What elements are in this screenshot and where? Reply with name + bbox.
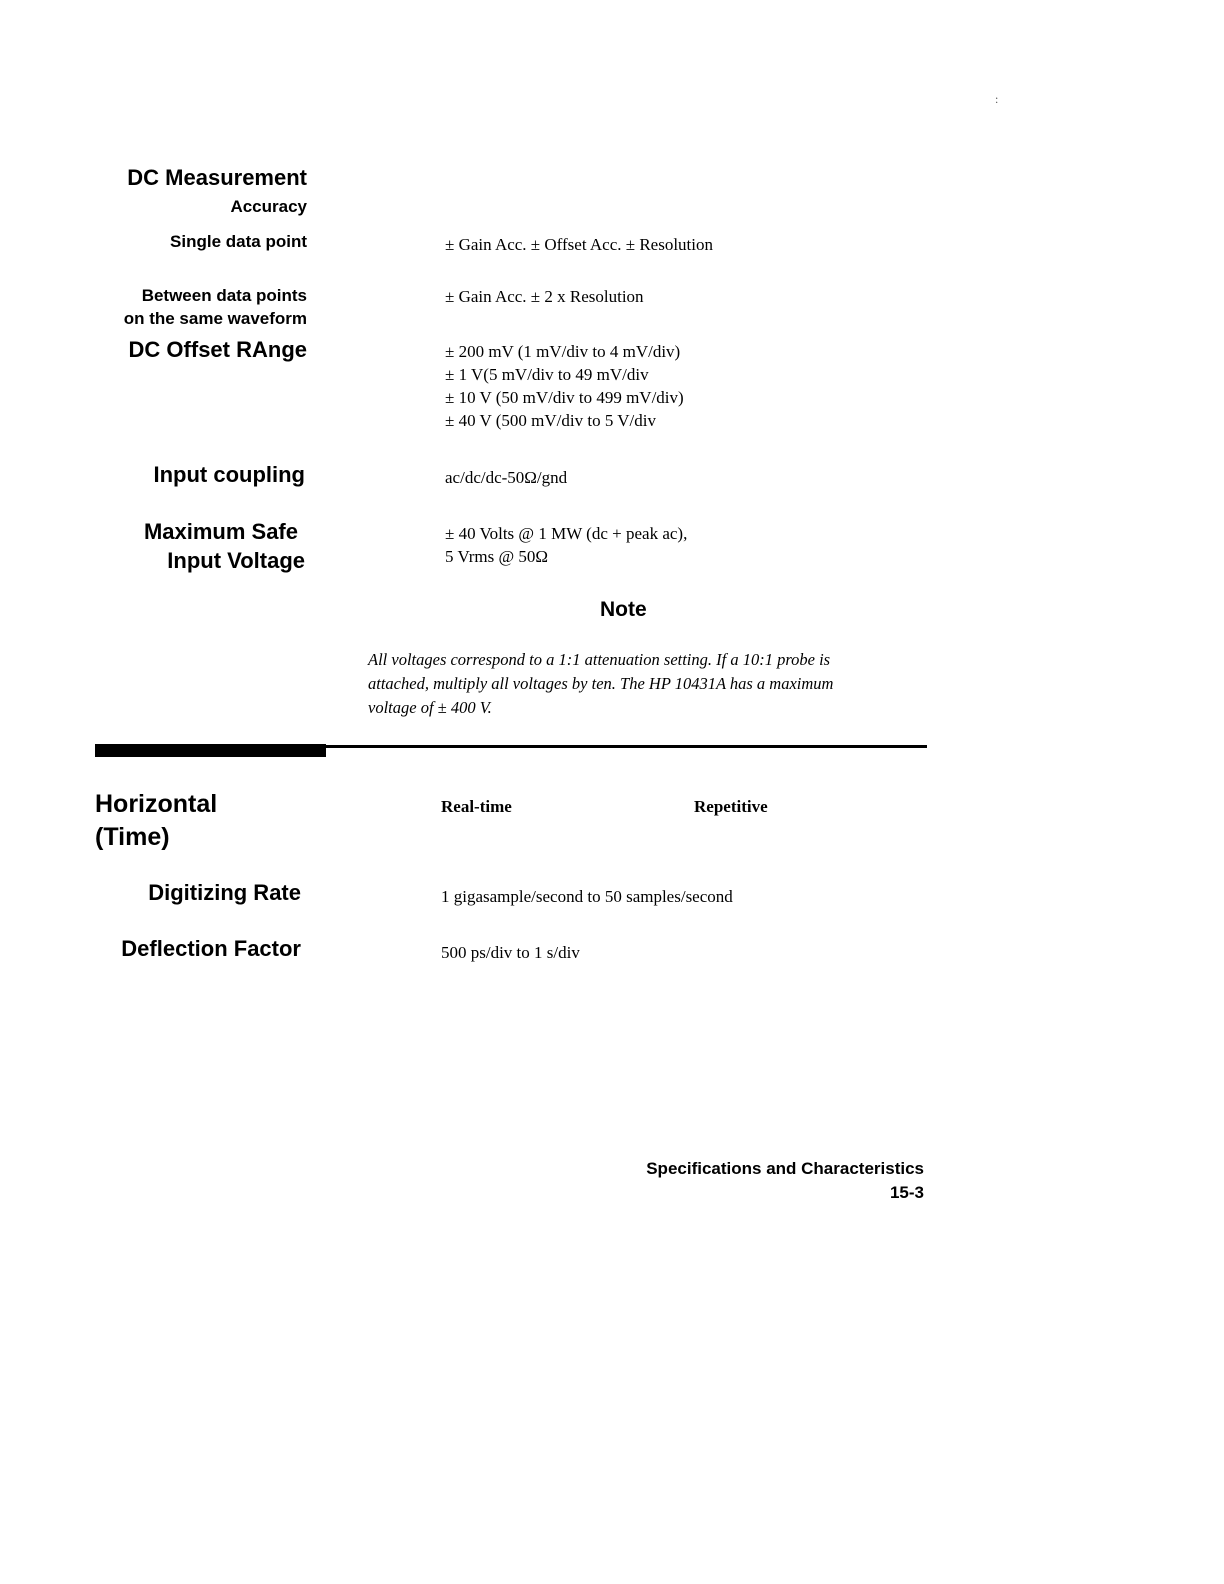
- horizontal-heading: [95, 788, 217, 854]
- input-coupling-heading: Input coupling: [153, 462, 305, 487]
- between-points-label-line2: on the same waveform: [123, 309, 307, 328]
- single-point-label: Single data point: [170, 232, 307, 251]
- section-rule-thin: [326, 745, 927, 748]
- max-safe-input-value: [445, 522, 687, 568]
- between-points-label-line1: Between data points: [141, 286, 307, 305]
- digitizing-rate-value: 1 gigasample/second to 50 samples/second: [441, 887, 733, 906]
- max-safe-input-heading: [144, 517, 305, 575]
- page-number: 15-3: [889, 1183, 924, 1202]
- max-safe-value-line2: 5 Vrms @ 50Ω: [445, 547, 548, 566]
- max-safe-value-line1: ± 40 Volts @ 1 MW (dc + peak ac),: [445, 524, 688, 543]
- dc-offset-range-heading: DC Offset RAnge: [128, 337, 307, 362]
- dc-offset-range-values: [445, 340, 684, 432]
- accuracy-label: Accuracy: [230, 197, 307, 216]
- max-safe-heading-line1: Maximum Safe: [143, 519, 298, 544]
- note-title: Note: [600, 598, 647, 621]
- single-point-value: ± Gain Acc. ± Offset Acc. ± Resolution: [445, 235, 713, 254]
- between-points-value: ± Gain Acc. ± 2 x Resolution: [445, 287, 644, 306]
- column-header-repetitive: Repetitive: [694, 797, 768, 816]
- horizontal-heading-line2: (Time): [95, 823, 170, 851]
- max-safe-heading-line2: Input Voltage: [167, 548, 305, 573]
- dc-offset-value: ± 200 mV (1 mV/div to 4 mV/div): [445, 342, 681, 361]
- page-footer: [646, 1157, 924, 1205]
- input-coupling-value: ac/dc/dc-50Ω/gnd: [445, 468, 568, 487]
- deflection-factor-label: Deflection Factor: [121, 936, 301, 961]
- dc-offset-value: ± 1 V(5 mV/div to 49 mV/div: [445, 365, 649, 384]
- column-header-realtime: Real-time: [441, 797, 512, 816]
- digitizing-rate-label: Digitizing Rate: [148, 880, 301, 905]
- note-body: All voltages correspond to a 1:1 attenuation setting. If a 10:1 probe is attached, multiply all voltages by ten. The HP 10431A has a maximum voltage of ± 400 V.: [368, 650, 834, 717]
- dc-offset-value: ± 40 V (500 mV/div to 5 V/div: [445, 411, 656, 430]
- dc-offset-value: ± 10 V (50 mV/div to 499 mV/div): [445, 388, 684, 407]
- deflection-factor-value: 500 ps/div to 1 s/div: [441, 943, 580, 962]
- section-rule-thick: [95, 744, 326, 757]
- footer-title: Specifications and Characteristics: [646, 1159, 924, 1178]
- horizontal-heading-line1: Horizontal: [95, 790, 218, 818]
- margin-mark: :: [995, 92, 999, 106]
- between-points-label: [124, 284, 307, 330]
- dc-measurement-heading: DC Measurement: [127, 165, 307, 190]
